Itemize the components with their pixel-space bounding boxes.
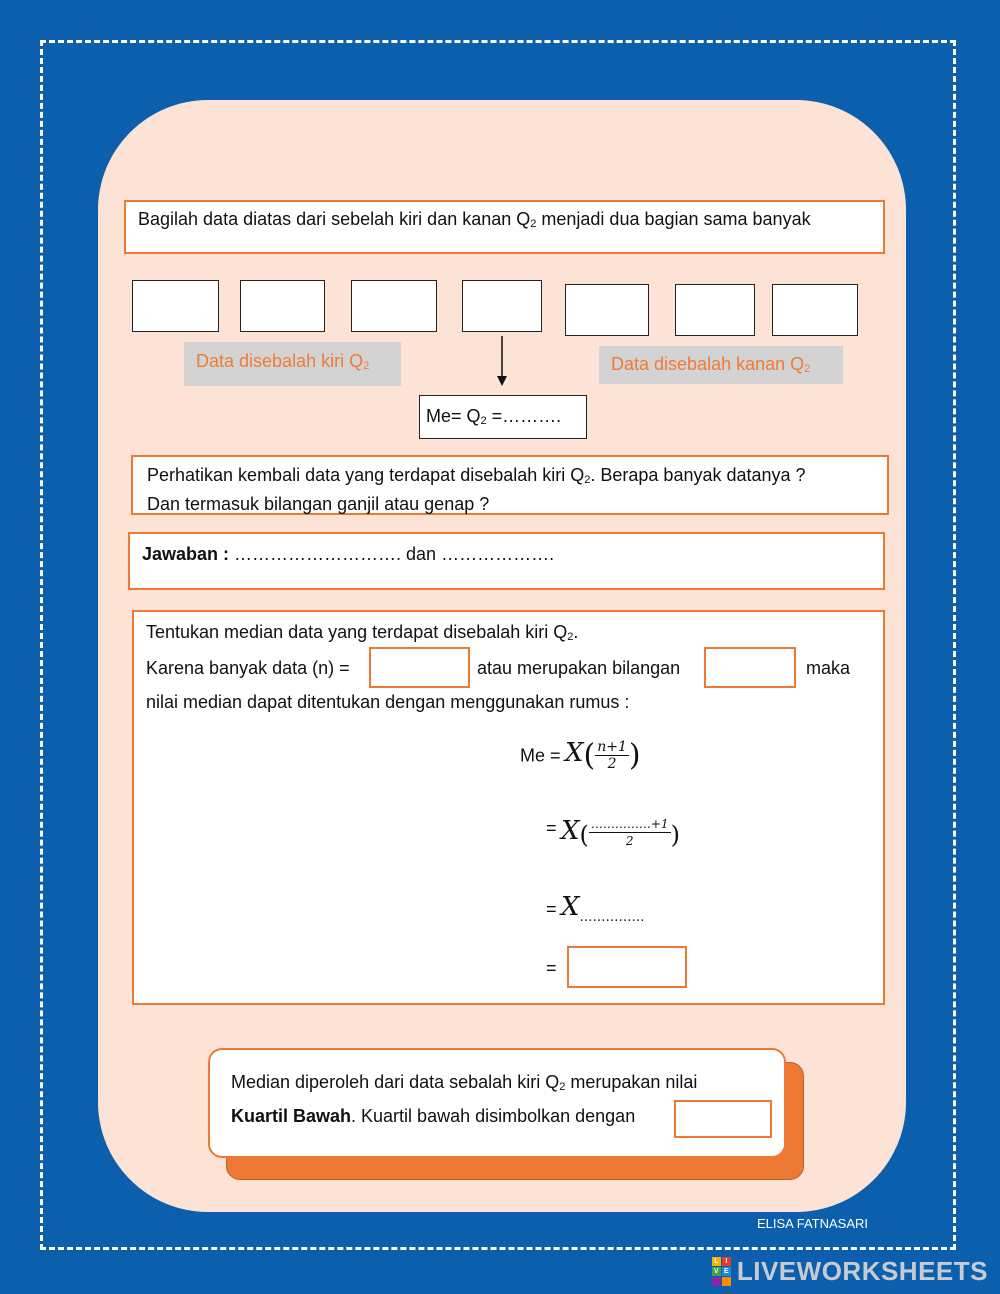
answer-label: Jawaban :: [142, 544, 230, 564]
formula-line-1: Me = X( $\frac{n+1}{2}$ ): [520, 738, 641, 773]
instruction-box: [124, 200, 885, 254]
liveworksheets-logo-icon: L I V E: [712, 1257, 731, 1286]
n-input[interactable]: [369, 647, 470, 688]
right-data-label: Data disebalah kanan Q2: [599, 346, 843, 384]
question-box: [131, 455, 889, 515]
down-arrow-icon: [494, 336, 510, 388]
median-box: Me= Q2 =……….: [419, 395, 587, 439]
median-section-line-2b: atau merupakan bilangan: [477, 658, 681, 678]
data-input-2[interactable]: [240, 280, 325, 332]
instruction-text: Bagilah data diatas dari sebelah kiri dan kanan Q2 menjadi dua bagian sama banyak: [138, 209, 811, 230]
left-data-label: Data disebalah kiri Q2: [184, 342, 401, 386]
data-input-1[interactable]: [132, 280, 219, 332]
data-input-3[interactable]: [351, 280, 437, 332]
median-result-input[interactable]: [567, 946, 687, 988]
conclusion-line-2: Kuartil Bawah. Kuartil bawah disimbolkan dengan: [231, 1106, 636, 1126]
question-line-2: Dan termasuk bilangan ganjil atau genap ?: [147, 494, 490, 514]
liveworksheets-brand: [712, 1256, 988, 1287]
symbol-input[interactable]: [674, 1100, 772, 1138]
question-line-1: Perhatikan kembali data yang terdapat disebalah kiri Q2. Berapa banyak datanya ?: [147, 465, 806, 486]
median-section-line-1: Tentukan median data yang terdapat disebalah kiri Q2.: [146, 622, 579, 643]
median-section-line-3: nilai median dapat ditentukan dengan menggunakan rumus :: [146, 692, 630, 712]
liveworksheets-name: LIVEWORKSHEETS: [736, 1256, 988, 1286]
answer-box: [128, 532, 885, 590]
parity-input[interactable]: [704, 647, 796, 688]
median-section-line-2c: maka: [806, 658, 851, 678]
formula-line-4-eq: =: [546, 958, 557, 978]
answer-blanks: ………………………. dan ……………….: [229, 544, 555, 564]
formula-line-2: = X( $\frac{\dots\dots\dots\dots\dots+1}{2}$ ): [546, 816, 680, 849]
formula-line-3: = $X_{\dots\dots\dots\dots\dots}$: [546, 892, 645, 925]
data-input-median[interactable]: [462, 280, 542, 332]
author-name: ELISA FATNASARI: [757, 1216, 869, 1231]
data-input-7[interactable]: [772, 284, 858, 336]
median-section-line-2a: Karena banyak data (n) =: [146, 658, 350, 678]
conclusion-line-1: Median diperoleh dari data sebalah kiri Q2 merupakan nilai: [231, 1072, 698, 1093]
data-input-6[interactable]: [675, 284, 755, 336]
data-input-5[interactable]: [565, 284, 649, 336]
